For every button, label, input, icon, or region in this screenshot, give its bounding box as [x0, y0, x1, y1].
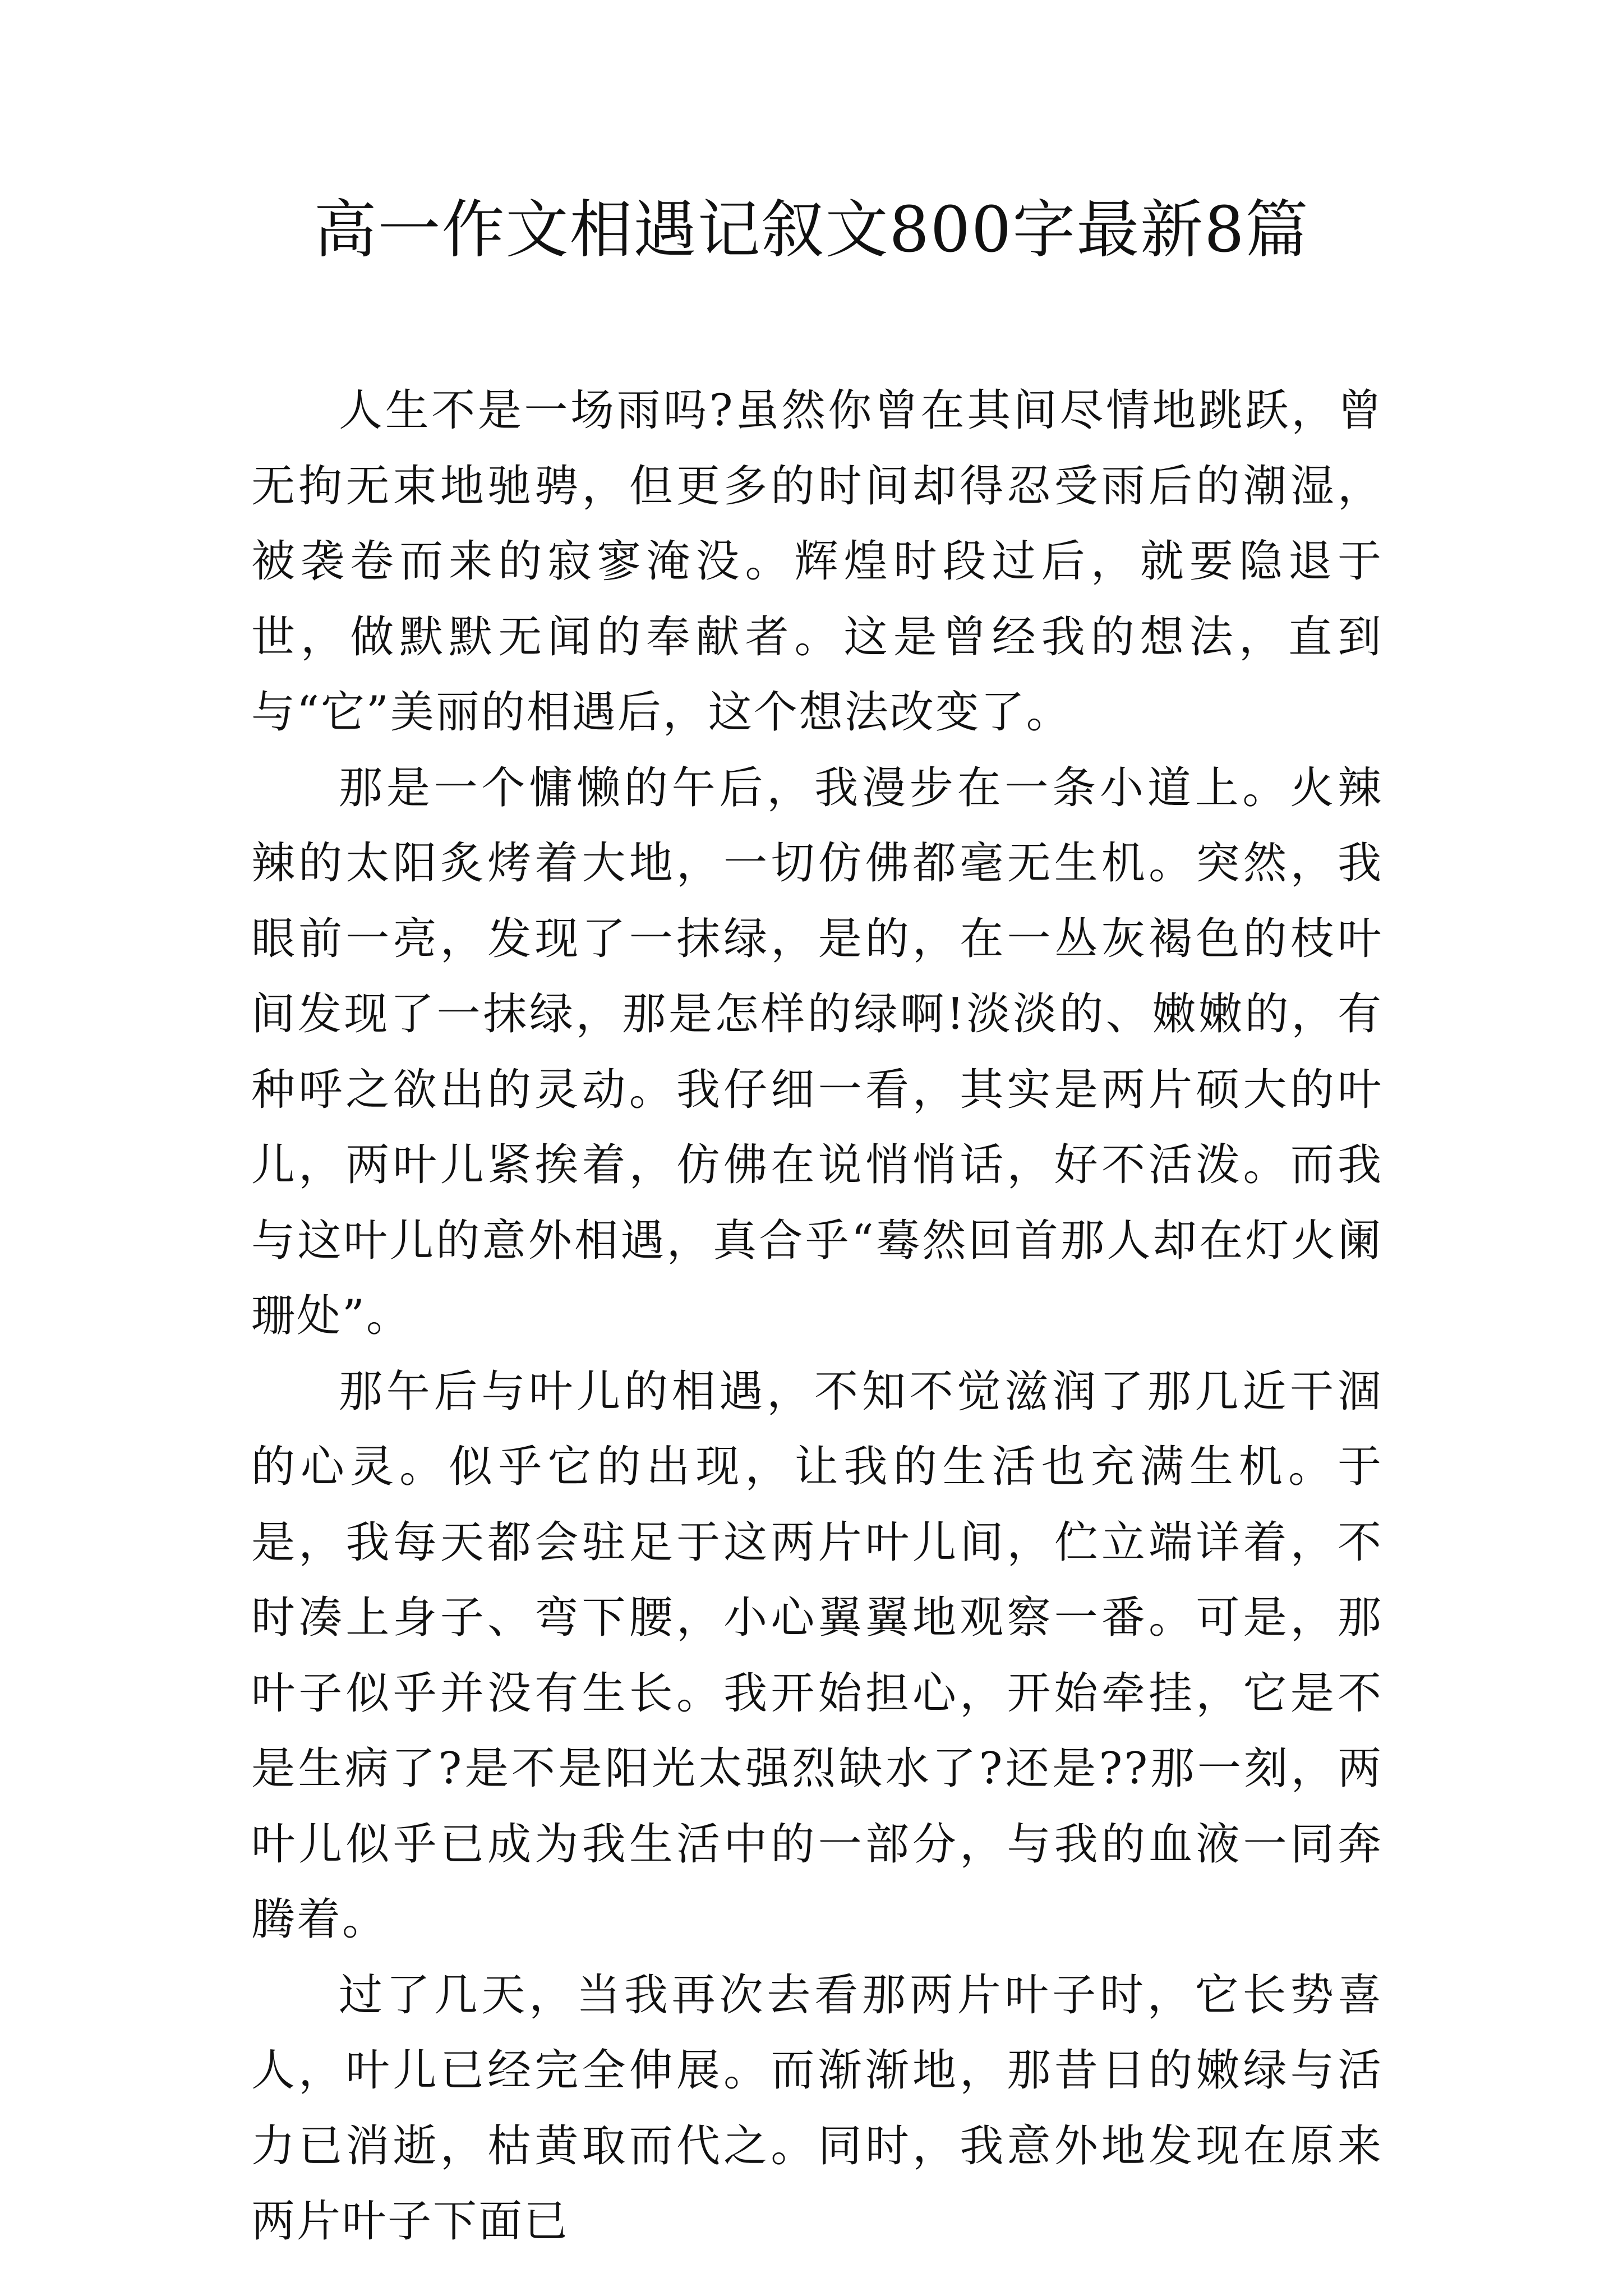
document-title: 高一作文相遇记叙文800字最新8篇 [313, 194, 1310, 266]
paragraph-2: 那是一个慵懒的午后，我漫步在一条小道上。火辣辣的太阳炙烤着大地，一切仿佛都毫无生机。突然，我眼前一亮，发现了一抹绿，是的，在一丛灰褐色的枝叶间发现了一抹绿，那是怎样的绿啊!淡淡的、嫩嫩的，有种呼之欲出的灵动。我仔细一看，其实是两片硕大的叶儿，两叶儿紧挨着，仿佛在说悄悄话，好不活泼。而我与这叶儿的意外相遇，真合乎“蓦然回首那人却在灯火阑珊处”。 [251, 762, 1383, 1341]
paragraph-4: 过了几天，当我再次去看那两片叶子时，它长势喜人，叶儿已经完全伸展。而渐渐地，那昔日的嫩绿与活力已消逝，枯黄取而代之。同时，我意外地发现在原来两片叶子下面已 [251, 1970, 1383, 2247]
paragraph-1: 人生不是一场雨吗?虽然你曾在其间尽情地跳跃，曾无拘无束地驰骋，但更多的时间却得忍受雨后的潮湿，被袭卷而来的寂寥淹没。辉煌时段过后，就要隐退于世，做默默无闻的奉献者。这是曾经我的想法，直到与“它”美丽的相遇后，这个想法改变了。 [251, 385, 1383, 738]
document-body [251, 373, 1383, 2260]
paragraph-3: 那午后与叶儿的相遇，不知不觉滋润了那几近干涸的心灵。似乎它的出现，让我的生活也充满生机。于是，我每天都会驻足于这两片叶儿间，伫立端详着，不时凑上身子、弯下腰，小心翼翼地观察一番。可是，那叶子似乎并没有生长。我开始担心，开始牵挂，它是不是生病了?是不是阳光太强烈缺水了?还是??那一刻，两叶儿似乎已成为我生活中的一部分，与我的血液一同奔腾着。 [251, 1366, 1383, 1945]
